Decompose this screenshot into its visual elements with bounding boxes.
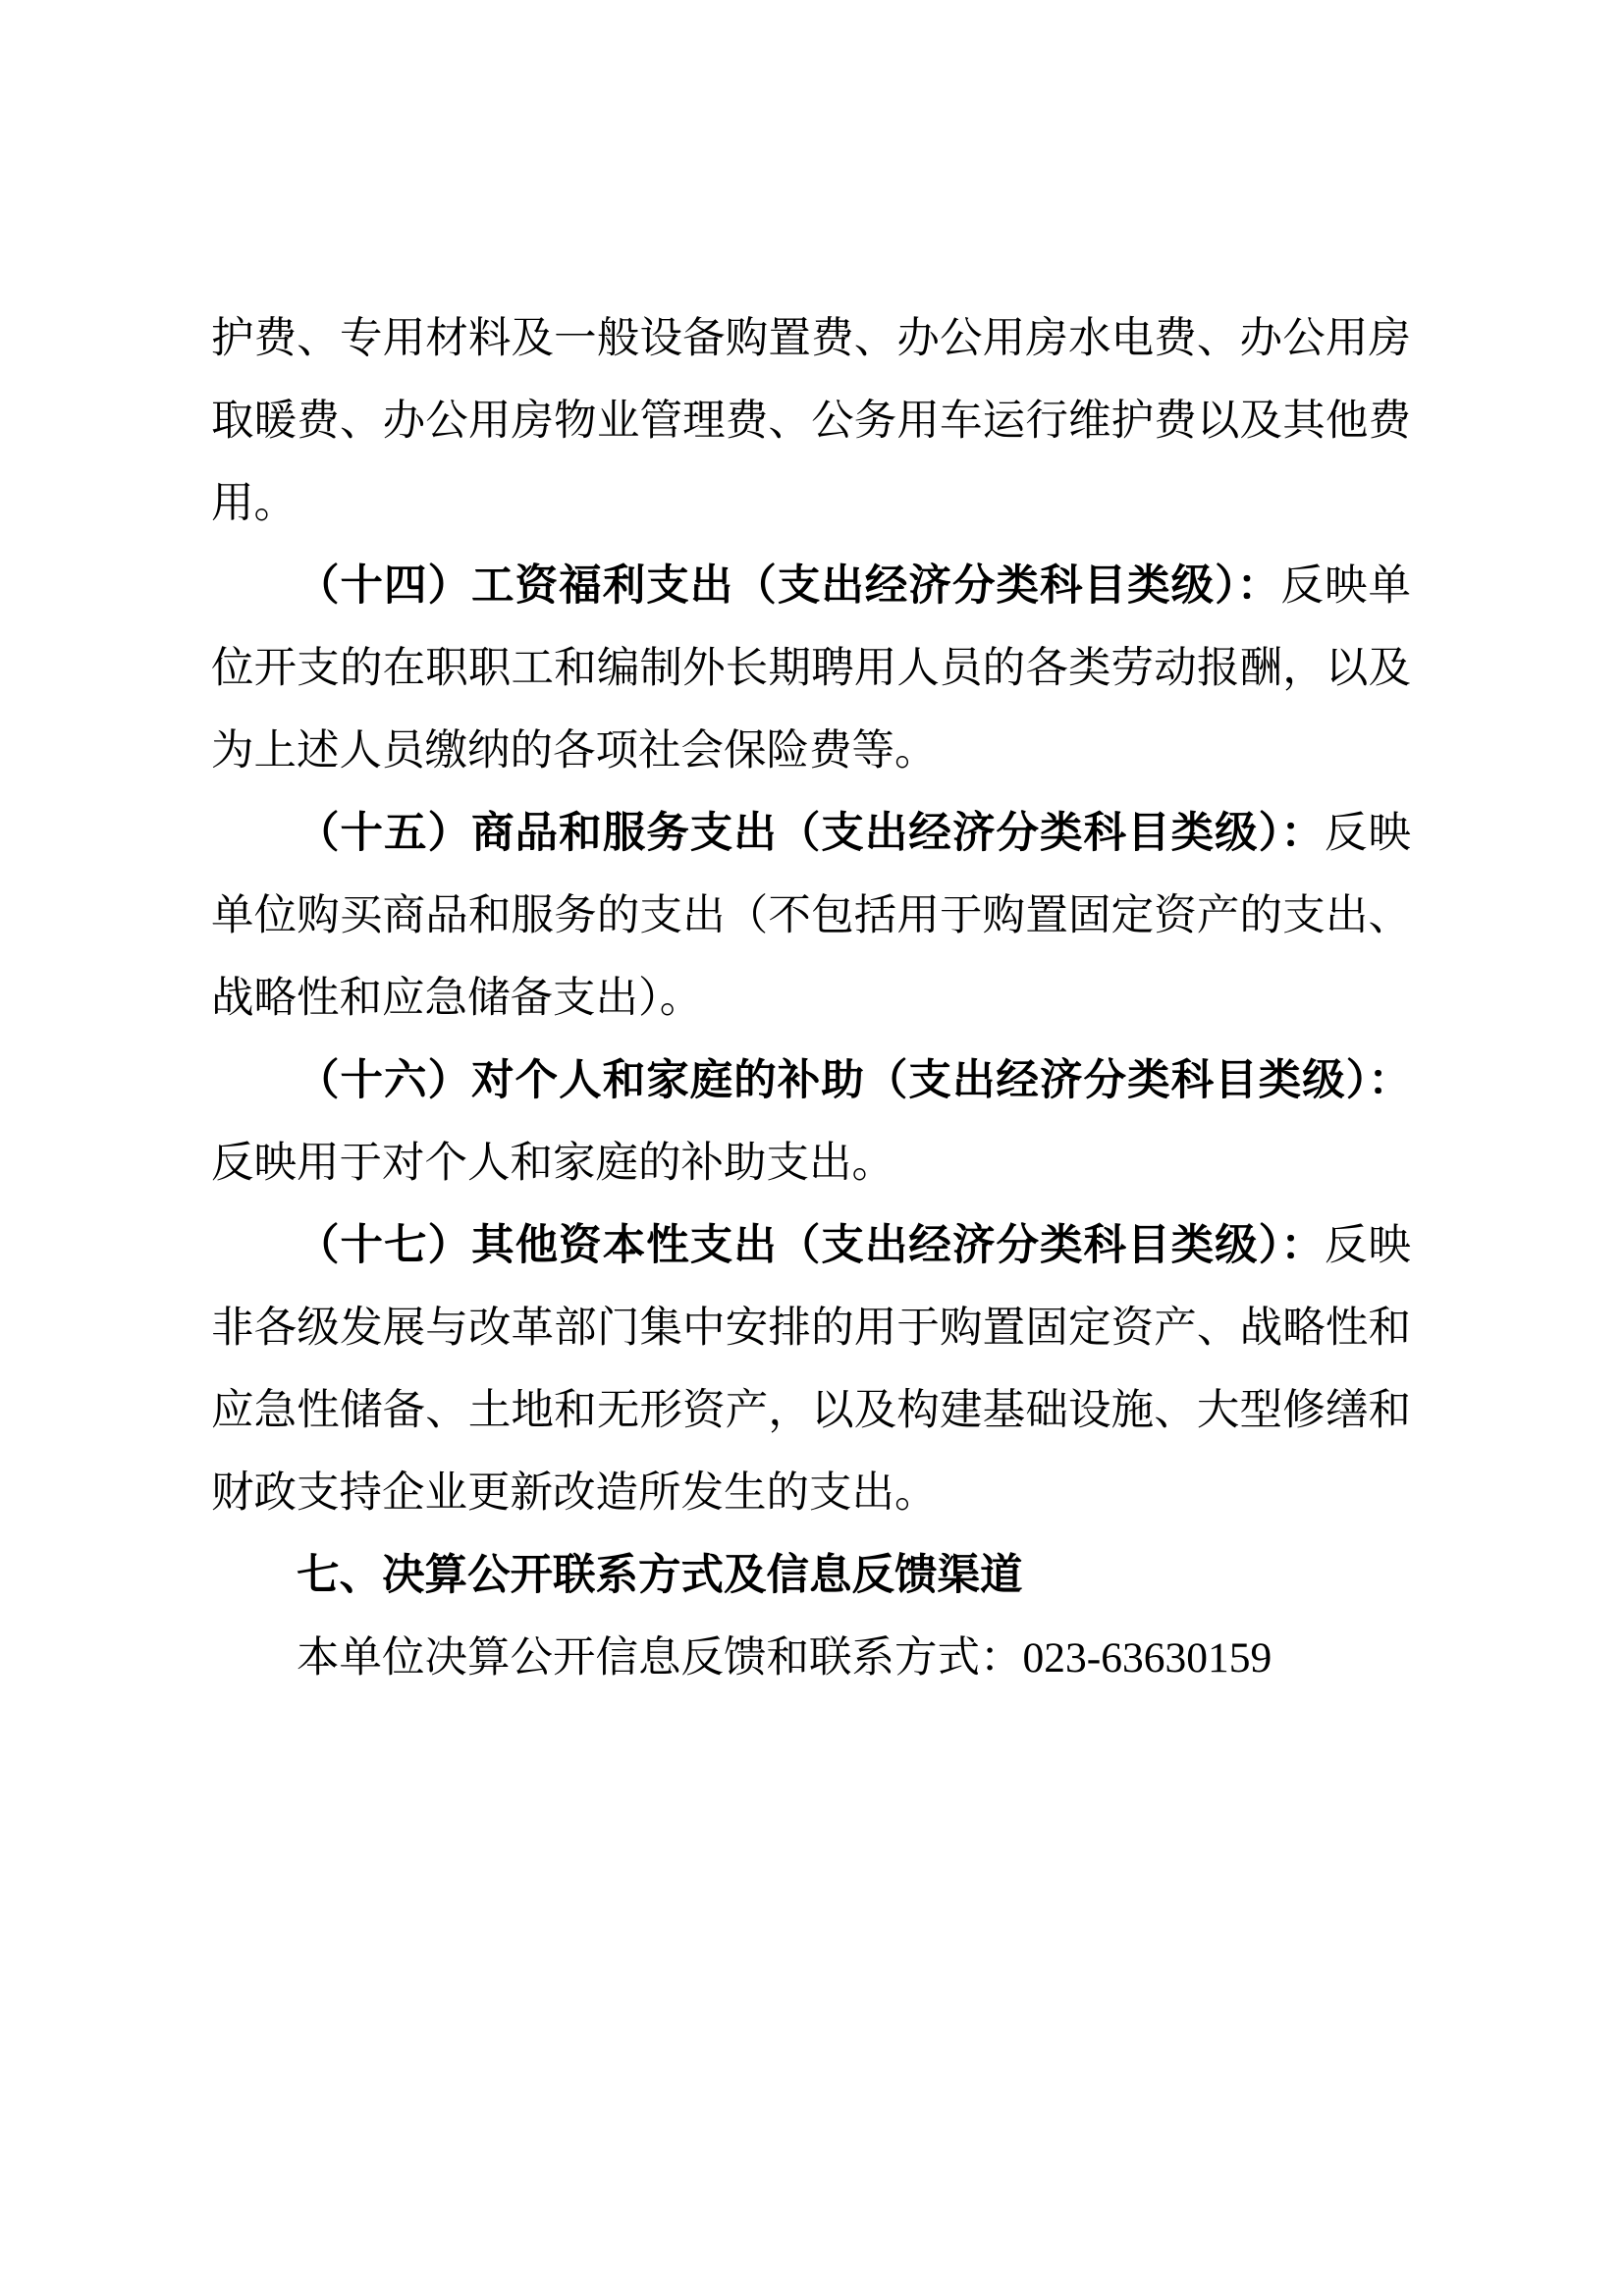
line-segment-bold: （十四）工资福利支出（支出经济分类科目类级）： (297, 562, 1281, 610)
line-segment: 非各级发展与改革部门集中安排的用于购置固定资产、战略性和 (211, 1305, 1411, 1352)
document-line (211, 627, 1411, 710)
line-segment-bold: （十七）其他资本性支出（支出经济分类科目类级）： (297, 1222, 1325, 1269)
document-line (211, 710, 1411, 792)
line-segment: 反映 (1324, 1222, 1412, 1269)
document-line (211, 462, 1411, 545)
document-line (211, 792, 1411, 875)
line-segment: 反映 (1324, 810, 1412, 857)
document-line (211, 1369, 1411, 1452)
line-segment: 用。 (211, 480, 297, 527)
line-segment: 反映用于对个人和家庭的补助支出。 (211, 1140, 894, 1187)
line-segment: 应急性储备、土地和无形资产，以及构建基础设施、大型修缮和 (211, 1387, 1411, 1434)
line-segment: 为上述人员缴纳的各项社会保险费等。 (211, 727, 938, 774)
document-line (211, 1122, 1411, 1204)
line-segment-bold: （十五）商品和服务支出（支出经济分类科目类级）： (297, 810, 1325, 857)
document-line (211, 545, 1411, 627)
document-line (211, 1452, 1411, 1534)
document-line (211, 1040, 1411, 1122)
document-line (211, 1287, 1411, 1369)
line-segment: 护费、专用材料及一般设备购置费、办公用房水电费、办公用房 (211, 315, 1411, 362)
document-line (211, 297, 1411, 380)
line-segment: 反映单 (1280, 562, 1412, 610)
line-segment: 取暖费、办公用房物业管理费、公务用车运行维护费以及其他费 (211, 398, 1411, 445)
line-segment: 本单位决算公开信息反馈和联系方式：023-63630159 (297, 1634, 1272, 1682)
line-segment: 单位购买商品和服务的支出（不包括用于购置固定资产的支出、 (211, 892, 1411, 939)
document-line (211, 380, 1411, 462)
line-segment: 战略性和应急储备支出）。 (211, 975, 703, 1022)
document-line (211, 1617, 1411, 1699)
document-line (211, 1204, 1411, 1287)
line-segment-bold: 七、决算公开联系方式及信息反馈渠道 (297, 1552, 1023, 1599)
document-body (211, 297, 1411, 1699)
document-line (211, 875, 1411, 957)
line-segment: 位开支的在职职工和编制外长期聘用人员的各类劳动报酬，以及 (211, 645, 1411, 692)
section-heading (211, 1534, 1411, 1617)
line-segment: 财政支持企业更新改造所发生的支出。 (211, 1469, 938, 1517)
line-segment-bold: （十六）对个人和家庭的补助（支出经济分类科目类级）： (297, 1057, 1411, 1104)
document-line (211, 957, 1411, 1040)
